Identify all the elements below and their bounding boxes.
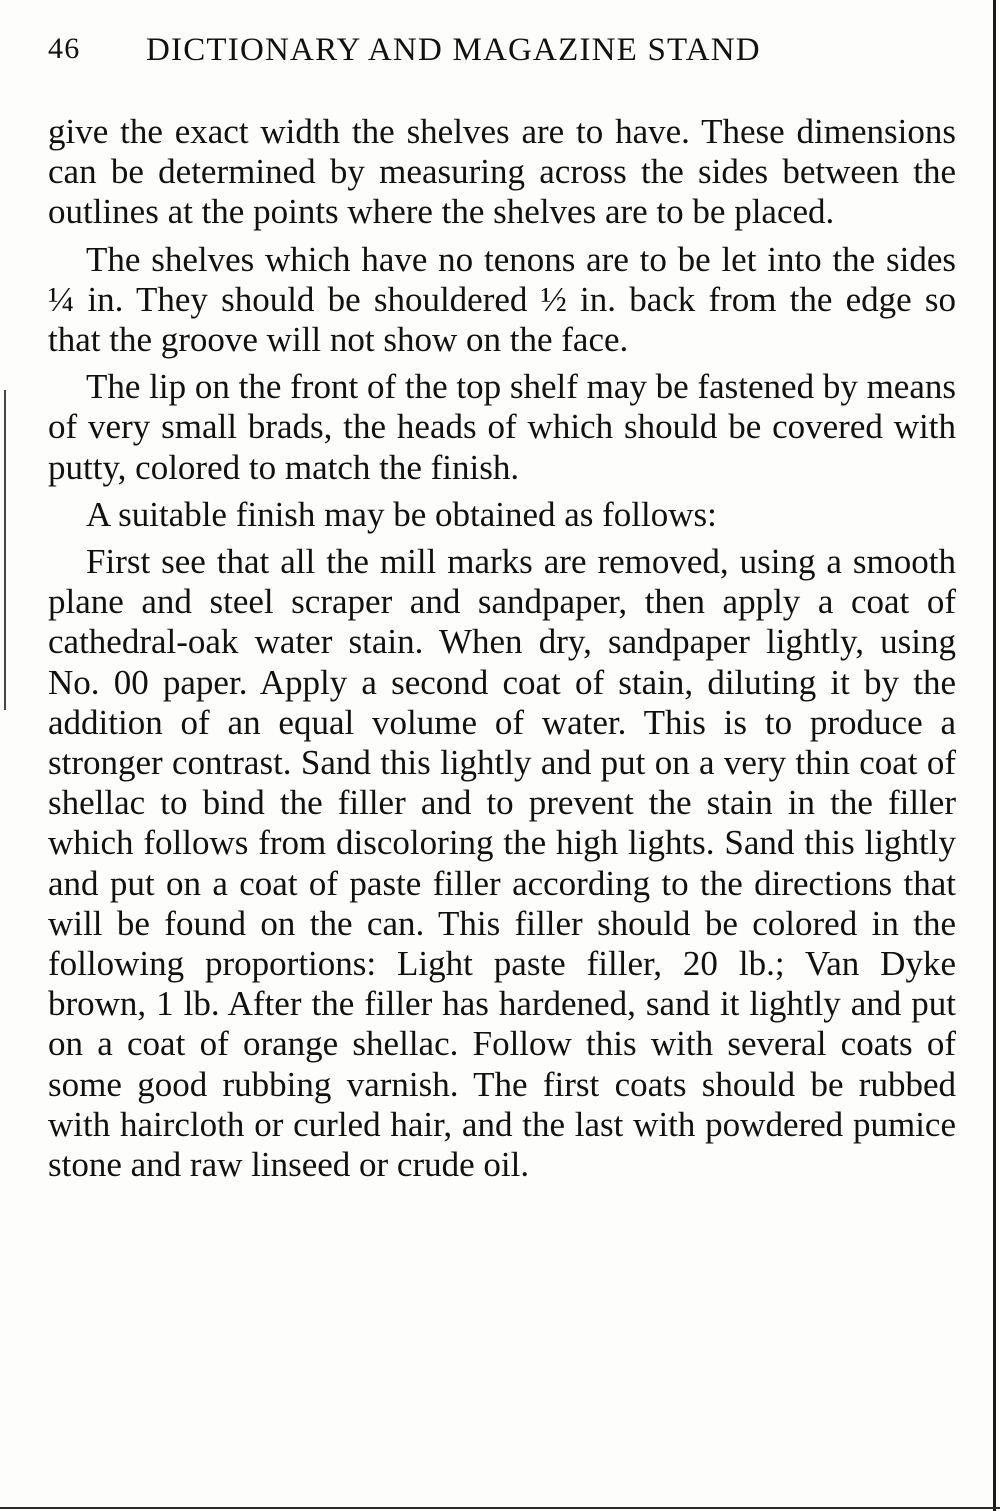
page-edge-right <box>993 0 996 1511</box>
paragraph-lip-fastening: The lip on the front of the top shelf may be fastened by means of very small brads, the heads of which should be covered with putty, colored to match the finish. <box>48 367 956 487</box>
paragraph-shelf-width: give the exact width the shelves are to have. These dimensions can be determined by measuring across the sides between the outlines at the points where the shelves are to be placed. <box>48 112 956 232</box>
page-number: 46 <box>48 32 81 65</box>
running-title: DICTIONARY AND MAGAZINE STAND <box>146 32 761 68</box>
paragraph-finish-intro: A suitable finish may be obtained as follows: <box>86 494 717 534</box>
paragraph-shelves-tenons: The shelves which have no tenons are to be let into the sides ¼ in. They should be shouldered ½ in. back from the edge so that the groove will not show on the face. <box>48 239 956 360</box>
body-text <box>48 112 956 1192</box>
running-header <box>48 32 948 80</box>
page-edge-left <box>4 390 6 710</box>
paragraph-finish-steps: First see that all the mill marks are removed, using a smooth plane and steel scraper and sandpaper, then apply a coat of cathedral-oak water stain. When dry, sandpaper lightly, using No. 00 paper. Apply a second coat of stain, diluting it by the addition of an equal volume of water. This is to produce a stronger contrast. Sand this lightly and put on a very thin coat of shellac to bind the filler and to prevent the stain in the filler which follows from discoloring the high lights. Sand this lightly and put on a coat of paste filler according to the directions that will be found on the can. This filler should be colored in the following proportions: Light paste filler, 20 lb.; Van Dyke brown, 1 lb. After the filler has hardened, sand it lightly and put on a coat of orange shellac. Follow this with several coats of some good rubbing varnish. The first coats should be rubbed with haircloth or curled hair, and the last with powdered pumice stone and raw linseed or crude oil. <box>48 542 956 1185</box>
page-edge-bottom <box>0 1507 1000 1509</box>
